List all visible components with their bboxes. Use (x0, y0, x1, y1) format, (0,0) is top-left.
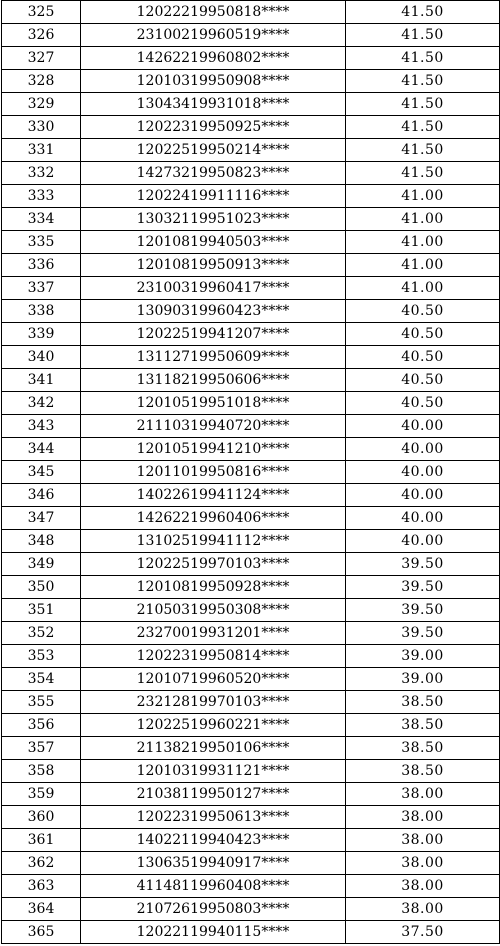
rank-cell: 341 (2, 369, 81, 392)
score-cell: 38.50 (346, 691, 500, 714)
score-cell: 40.00 (346, 530, 500, 553)
table-row (2, 415, 500, 438)
rank-cell: 348 (2, 530, 81, 553)
score-cell: 40.00 (346, 461, 500, 484)
id-number-cell: 12022319950814**** (81, 645, 346, 668)
score-cell: 39.50 (346, 553, 500, 576)
table-row (2, 783, 500, 806)
table-row (2, 24, 500, 47)
score-cell: 41.00 (346, 254, 500, 277)
rank-cell: 350 (2, 576, 81, 599)
score-cell: 40.50 (346, 300, 500, 323)
rank-cell: 334 (2, 208, 81, 231)
table-row (2, 323, 500, 346)
table-row (2, 829, 500, 852)
table-row (2, 668, 500, 691)
score-cell: 41.00 (346, 277, 500, 300)
score-cell: 38.50 (346, 737, 500, 760)
rank-cell: 337 (2, 277, 81, 300)
table-row (2, 47, 500, 70)
score-cell: 41.50 (346, 116, 500, 139)
score-cell: 41.50 (346, 162, 500, 185)
id-number-cell: 14262219960406**** (81, 507, 346, 530)
score-cell: 41.50 (346, 24, 500, 47)
rank-cell: 351 (2, 599, 81, 622)
table-row (2, 737, 500, 760)
table-row (2, 116, 500, 139)
rank-cell: 327 (2, 47, 81, 70)
rank-cell: 363 (2, 875, 81, 898)
rank-cell: 333 (2, 185, 81, 208)
score-cell: 38.50 (346, 760, 500, 783)
score-cell: 39.50 (346, 576, 500, 599)
id-number-cell: 12022319950613**** (81, 806, 346, 829)
rank-cell: 329 (2, 93, 81, 116)
rank-cell: 342 (2, 392, 81, 415)
id-number-cell: 21050319950308**** (81, 599, 346, 622)
id-number-cell: 12022519941207**** (81, 323, 346, 346)
score-cell: 41.50 (346, 139, 500, 162)
rank-cell: 359 (2, 783, 81, 806)
score-cell: 40.00 (346, 415, 500, 438)
rank-cell: 336 (2, 254, 81, 277)
id-number-cell: 23212819970103**** (81, 691, 346, 714)
score-cell: 41.50 (346, 47, 500, 70)
score-cell: 37.50 (346, 921, 500, 944)
table-row (2, 93, 500, 116)
rank-cell: 346 (2, 484, 81, 507)
score-cell: 38.00 (346, 829, 500, 852)
id-number-cell: 13102519941112**** (81, 530, 346, 553)
score-cell: 40.00 (346, 484, 500, 507)
id-number-cell: 13118219950606**** (81, 369, 346, 392)
table-row (2, 1, 500, 24)
score-cell: 40.00 (346, 438, 500, 461)
id-number-cell: 12010819950928**** (81, 576, 346, 599)
table-row (2, 231, 500, 254)
table-row (2, 369, 500, 392)
score-cell: 38.00 (346, 875, 500, 898)
table-row (2, 484, 500, 507)
rank-cell: 330 (2, 116, 81, 139)
table-row (2, 254, 500, 277)
table-row (2, 691, 500, 714)
id-number-cell: 14262219960802**** (81, 47, 346, 70)
rank-cell: 364 (2, 898, 81, 921)
score-cell: 40.50 (346, 369, 500, 392)
id-number-cell: 13032119951023**** (81, 208, 346, 231)
table-row (2, 898, 500, 921)
id-number-cell: 12022519960221**** (81, 714, 346, 737)
table-row (2, 852, 500, 875)
score-cell: 38.00 (346, 852, 500, 875)
id-number-cell: 12022319950925**** (81, 116, 346, 139)
rank-cell: 361 (2, 829, 81, 852)
id-number-cell: 41148119960408**** (81, 875, 346, 898)
id-number-cell: 13112719950609**** (81, 346, 346, 369)
id-number-cell: 12010819950913**** (81, 254, 346, 277)
rank-cell: 356 (2, 714, 81, 737)
table-row (2, 921, 500, 944)
id-number-cell: 14273219950823**** (81, 162, 346, 185)
id-number-cell: 21138219950106**** (81, 737, 346, 760)
table-row (2, 760, 500, 783)
id-number-cell: 21110319940720**** (81, 415, 346, 438)
id-number-cell: 12022419911116**** (81, 185, 346, 208)
id-number-cell: 12011019950816**** (81, 461, 346, 484)
rank-cell: 362 (2, 852, 81, 875)
rank-cell: 354 (2, 668, 81, 691)
score-cell: 41.50 (346, 70, 500, 93)
rank-cell: 352 (2, 622, 81, 645)
score-cell: 41.00 (346, 231, 500, 254)
table-row (2, 277, 500, 300)
table-row (2, 438, 500, 461)
score-cell: 38.00 (346, 783, 500, 806)
score-cell: 39.00 (346, 645, 500, 668)
rank-cell: 328 (2, 70, 81, 93)
rank-cell: 355 (2, 691, 81, 714)
id-number-cell: 12010719960520**** (81, 668, 346, 691)
rank-cell: 347 (2, 507, 81, 530)
rank-cell: 365 (2, 921, 81, 944)
rank-cell: 339 (2, 323, 81, 346)
rank-cell: 344 (2, 438, 81, 461)
rank-cell: 325 (2, 1, 81, 24)
id-number-cell: 12010519941210**** (81, 438, 346, 461)
score-cell: 41.50 (346, 1, 500, 24)
table-row (2, 553, 500, 576)
rank-cell: 349 (2, 553, 81, 576)
score-cell: 39.50 (346, 599, 500, 622)
rank-cell: 343 (2, 415, 81, 438)
score-cell: 40.50 (346, 323, 500, 346)
score-cell: 41.50 (346, 93, 500, 116)
rank-cell: 360 (2, 806, 81, 829)
table-row (2, 139, 500, 162)
table-row (2, 714, 500, 737)
rank-cell: 332 (2, 162, 81, 185)
score-cell: 38.00 (346, 806, 500, 829)
table-row (2, 70, 500, 93)
score-cell: 38.00 (346, 898, 500, 921)
table-row (2, 392, 500, 415)
rank-cell: 358 (2, 760, 81, 783)
table-row (2, 162, 500, 185)
table-row (2, 875, 500, 898)
table-row (2, 507, 500, 530)
score-cell: 40.00 (346, 507, 500, 530)
rank-cell: 357 (2, 737, 81, 760)
id-number-cell: 14022119940423**** (81, 829, 346, 852)
table-row (2, 185, 500, 208)
table-row (2, 530, 500, 553)
rank-cell: 335 (2, 231, 81, 254)
score-table (1, 0, 500, 944)
id-number-cell: 12022519950214**** (81, 139, 346, 162)
rank-cell: 353 (2, 645, 81, 668)
id-number-cell: 12022219950818**** (81, 1, 346, 24)
rank-cell: 340 (2, 346, 81, 369)
id-number-cell: 14022619941124**** (81, 484, 346, 507)
id-number-cell: 21072619950803**** (81, 898, 346, 921)
id-number-cell: 12010319931121**** (81, 760, 346, 783)
score-cell: 39.50 (346, 622, 500, 645)
score-cell: 40.50 (346, 346, 500, 369)
rank-cell: 338 (2, 300, 81, 323)
table-row (2, 645, 500, 668)
table-row (2, 461, 500, 484)
rank-cell: 345 (2, 461, 81, 484)
table-row (2, 300, 500, 323)
id-number-cell: 13090319960423**** (81, 300, 346, 323)
id-number-cell: 23270019931201**** (81, 622, 346, 645)
score-cell: 41.00 (346, 185, 500, 208)
table-row (2, 806, 500, 829)
score-cell: 38.50 (346, 714, 500, 737)
id-number-cell: 23100219960519**** (81, 24, 346, 47)
table-row (2, 346, 500, 369)
score-cell: 41.00 (346, 208, 500, 231)
score-table-body (2, 1, 500, 944)
table-row (2, 576, 500, 599)
id-number-cell: 13063519940917**** (81, 852, 346, 875)
id-number-cell: 12010819940503**** (81, 231, 346, 254)
id-number-cell: 12010519951018**** (81, 392, 346, 415)
score-cell: 39.00 (346, 668, 500, 691)
id-number-cell: 21038119950127**** (81, 783, 346, 806)
id-number-cell: 12022519970103**** (81, 553, 346, 576)
table-row (2, 208, 500, 231)
rank-cell: 326 (2, 24, 81, 47)
id-number-cell: 23100319960417**** (81, 277, 346, 300)
rank-cell: 331 (2, 139, 81, 162)
id-number-cell: 12010319950908**** (81, 70, 346, 93)
table-row (2, 622, 500, 645)
table-row (2, 599, 500, 622)
id-number-cell: 13043419931018**** (81, 93, 346, 116)
score-cell: 40.50 (346, 392, 500, 415)
id-number-cell: 12022119940115**** (81, 921, 346, 944)
